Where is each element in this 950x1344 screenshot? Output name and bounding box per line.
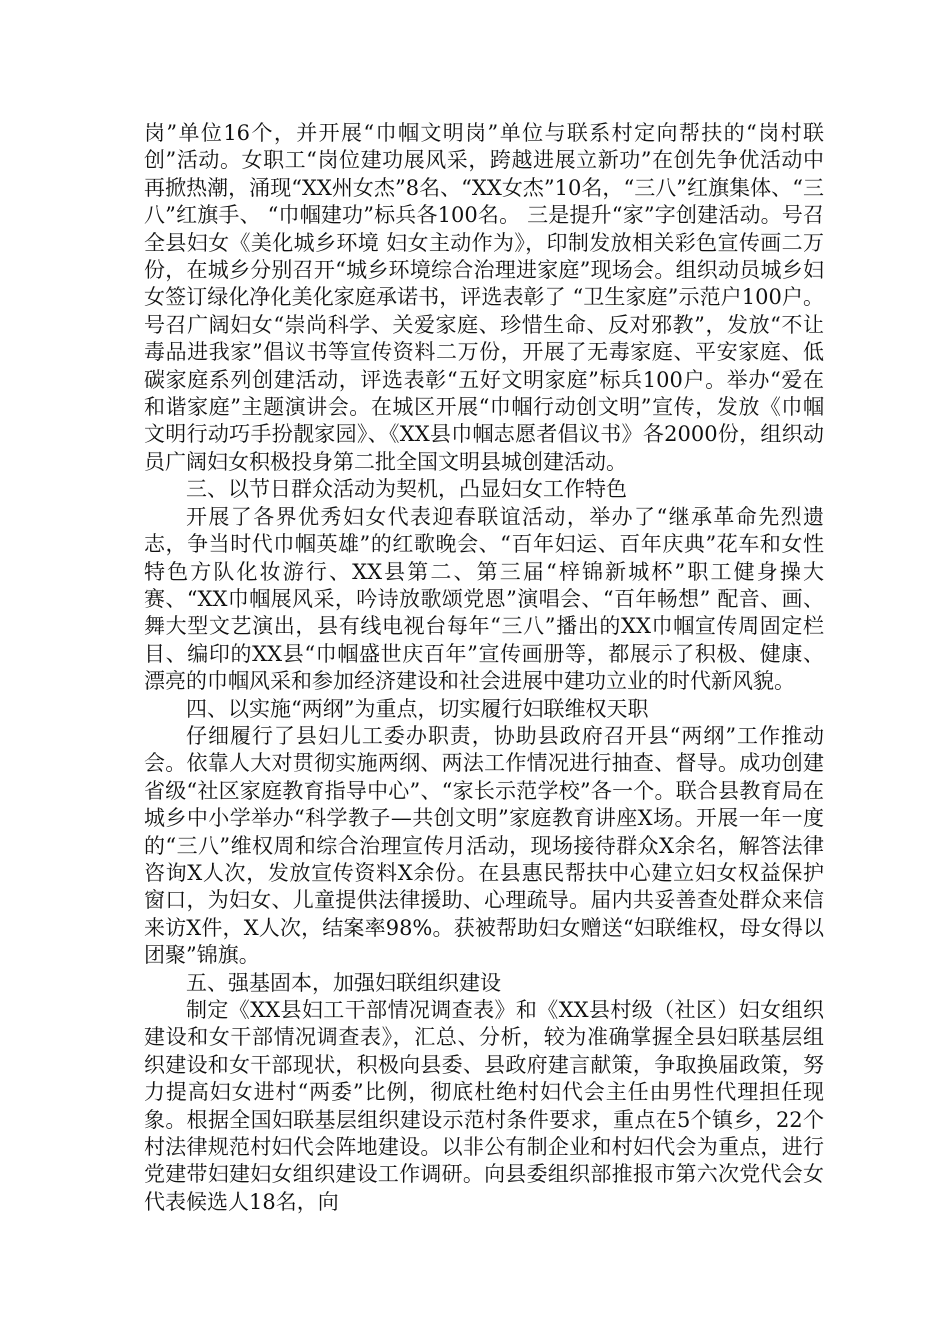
body-paragraph-2: 开展了各界优秀妇女代表迎春联谊活动，举办了“继承革命先烈遗志，争当时代巾帼英雄”的红歌晚会、“百年妇运、百年庆典”花车和女性特色方队化妆游行、XX县第二、第三届“梓锦新城杯”职工健身操大赛、“XX巾帼展风采，吟诗放歌颂党恩”演唱会、“百年畅想” 配音、画、舞大型文艺演出，县有线电视台每年“三八”播出的XX巾帼宣传周固定栏目、编印的XX县“巾帼盛世庆百年”宣传画册等，都展示了积极、健康、漂亮的巾帼风采和参加经济建设和社会进展中建功立业的时代新风貌。 xyxy=(144,504,824,694)
document-page xyxy=(144,120,824,1216)
body-paragraph-3: 仔细履行了县妇儿工委办职责，协助县政府召开县“两纲”工作推动会。依靠人大对贯彻实施两纲、两法工作情况进行抽查、督导。成功创建省级“社区家庭教育指导中心”、“家长示范学校”各一个。联合县教育局在城乡中小学举办“科学教子—共创文明”家庭教育讲座X场。开展一年一度的“三八”维权周和综合治理宣传月活动，现场接待群众X余名，解答法律咨询X人次，发放宣传资料X余份。在县惠民帮扶中心建立妇女权益保护窗口，为妇女、儿童提供法律援助、心理疏导。届内共妥善查处群众来信来访X件，X人次，结案率98%。获被帮助妇女赠送“妇联维权，母女得以团聚”锦旗。 xyxy=(144,723,824,968)
body-paragraph-4: 制定《XX县妇工干部情况调查表》和《XX县村级（社区）妇女组织建设和女干部情况调查表》，汇总、分析，较为准确掌握全县妇联基层组织建设和女干部现状，积极向县委、县政府建言献策，争取换届政策，努力提高妇女进村“两委”比例，彻底杜绝村妇代会主任由男性代理担任现象。根据全国妇联基层组织建设示范村条件要求，重点在5个镇乡，22个村法律规范村妇代会阵地建设。以非公有制企业和村妇代会为重点，进行党建带妇建妇女组织建设工作调研。向县委组织部推报市第六次党代会女代表候选人18名，向 xyxy=(144,998,824,1214)
section-heading-5: 五、强基固本，加强妇联组织建设 xyxy=(186,970,501,995)
body-paragraph-1: 岗”单位16个，并开展“巾帼文明岗”单位与联系村定向帮扶的“岗村联创”活动。女职工“岗位建功展风采，跨越进展立新功”在创先争优活动中再掀热潮，涌现“XX州女杰”8名、“XX女杰”10名，“三八”红旗集体、“三八”红旗手、 “巾帼建功”标兵各100名。 三是提升“家”字创建活动。号召全县妇女《美化城乡环境 妇女主动作为》，印制发放相关彩色宣传画二万份，在城乡分别召开“城乡环境综合治理进家庭”现场会。组织动员城乡妇女签订绿化净化美化家庭承诺书，评选表彰了 “卫生家庭”示范户100户。号召广阔妇女“崇尚科学、关爱家庭、珍惜生命、反对邪教”，发放“不让毒品进我家”倡议书等宣传资料二万份，开展了无毒家庭、平安家庭、低碳家庭系列创建活动，评选表彰“五好文明家庭”标兵100户。举办“爱在和谐家庭”主题演讲会。在城区开展“巾帼行动创文明”宣传，发放《巾帼文明行动巧手扮靓家园》、《XX县巾帼志愿者倡议书》各2000份，组织动员广阔妇女积极投身第二批全国文明县城创建活动。 xyxy=(144,121,824,474)
section-heading-3: 三、以节日群众活动为契机，凸显妇女工作特色 xyxy=(186,477,627,502)
section-heading-4: 四、以实施“两纲”为重点，切实履行妇联维权天职 xyxy=(186,696,649,721)
